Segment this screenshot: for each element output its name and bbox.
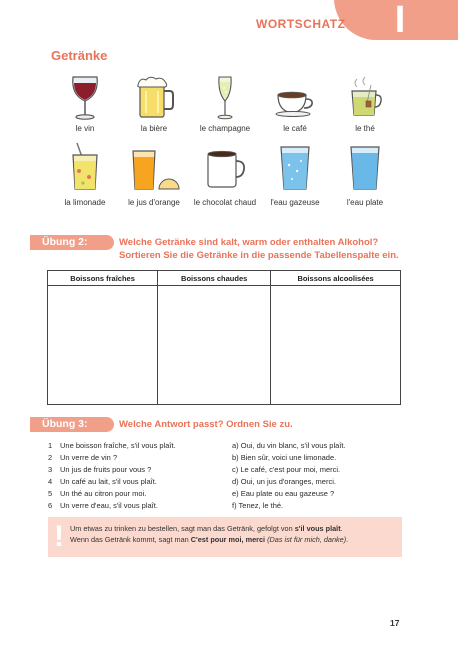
- page-number: 17: [390, 618, 400, 628]
- drink-label: le café: [283, 124, 307, 133]
- list-item: d) Oui, un jus d'oranges, merci.: [232, 477, 336, 486]
- drink-still-water: [324, 141, 406, 207]
- list-item: a) Oui, du vin blanc, s'il vous plaît.: [232, 441, 346, 450]
- tip-box: [48, 517, 402, 557]
- header-label: WORTSCHATZ: [256, 17, 346, 31]
- section-title: Getränke: [51, 48, 108, 63]
- drink-label: le vin: [75, 124, 95, 133]
- table-header-alcoholic: Boissons alcoolisées: [271, 271, 401, 286]
- tip-text: Um etwas zu trinken zu bestellen, sagt man das Getränk, gefolgt von s'il vous plaît. Wenn das Getränk kommt, sagt man C'est pour moi, merci (Das ist für mich, danke).: [70, 524, 349, 544]
- beer-mug-icon: [132, 75, 176, 121]
- list-item: e) Eau plate ou eau gazeuse ?: [232, 489, 335, 498]
- answer-list: [232, 440, 402, 512]
- wine-glass-icon: [65, 75, 105, 121]
- drink-beer: [113, 75, 195, 133]
- beverage-table: [47, 270, 401, 405]
- exclamation-icon: !: [54, 520, 64, 553]
- table-cell-cold[interactable]: [48, 286, 158, 405]
- list-item: 2 Un verre de vin ?: [48, 453, 118, 462]
- chapter-numeral: I: [394, 0, 406, 41]
- table-cell-hot[interactable]: [158, 286, 271, 405]
- table-cell-alcoholic[interactable]: [271, 286, 401, 405]
- drink-label: le thé: [355, 124, 375, 133]
- champagne-flute-icon: [210, 75, 240, 121]
- exercise3-instruction: Welche Antwort passt? Ordnen Sie zu.: [119, 419, 293, 430]
- list-item: b) Bien sûr, voici une limonade.: [232, 453, 337, 462]
- drink-label: la limonade: [64, 198, 106, 207]
- drink-label: le chocolat chaud: [193, 198, 257, 207]
- exercise2-instruction: Welche Getränke sind kalt, warm oder enthalten Alkohol? Sortieren Sie die Getränke in die passende Tabellenspalte ein.: [119, 237, 399, 261]
- drink-label: le jus d'orange: [128, 198, 180, 207]
- coffee-cup-icon: [272, 75, 318, 121]
- drink-tea: [324, 75, 406, 133]
- drink-orange-juice: [113, 141, 195, 207]
- sparkling-water-glass-icon: [275, 141, 315, 195]
- list-item: 4 Un café au lait, s'il vous plaît.: [48, 477, 157, 486]
- orange-juice-glass-icon: [125, 141, 183, 195]
- drink-label: la bière: [140, 124, 168, 133]
- table-header-hot: Boissons chaudes: [158, 271, 271, 286]
- hot-chocolate-mug-icon: [200, 141, 250, 195]
- still-water-glass-icon: [345, 141, 385, 195]
- drink-label: l'eau plate: [346, 198, 384, 207]
- list-item: 1 Une boisson fraîche, s'il vous plaît.: [48, 441, 176, 450]
- exercise3-badge: Übung 3:: [30, 417, 114, 432]
- list-item: f) Tenez, le thé.: [232, 501, 284, 510]
- list-item: 6 Un verre d'eau, s'il vous plaît.: [48, 501, 158, 510]
- list-item: 3 Un jus de fruits pour vous ?: [48, 465, 152, 474]
- lemonade-glass-icon: [65, 141, 105, 195]
- drink-label: le champagne: [199, 124, 251, 133]
- list-item: 5 Un thé au citron pour moi.: [48, 489, 147, 498]
- table-header-cold: Boissons fraîches: [48, 271, 158, 286]
- exercise2-badge: Übung 2:: [30, 235, 114, 250]
- list-item: c) Le café, c'est pour moi, merci.: [232, 465, 341, 474]
- tea-glass-icon: [345, 75, 385, 121]
- drink-label: l'eau gazeuse: [270, 198, 320, 207]
- question-list: [48, 440, 208, 512]
